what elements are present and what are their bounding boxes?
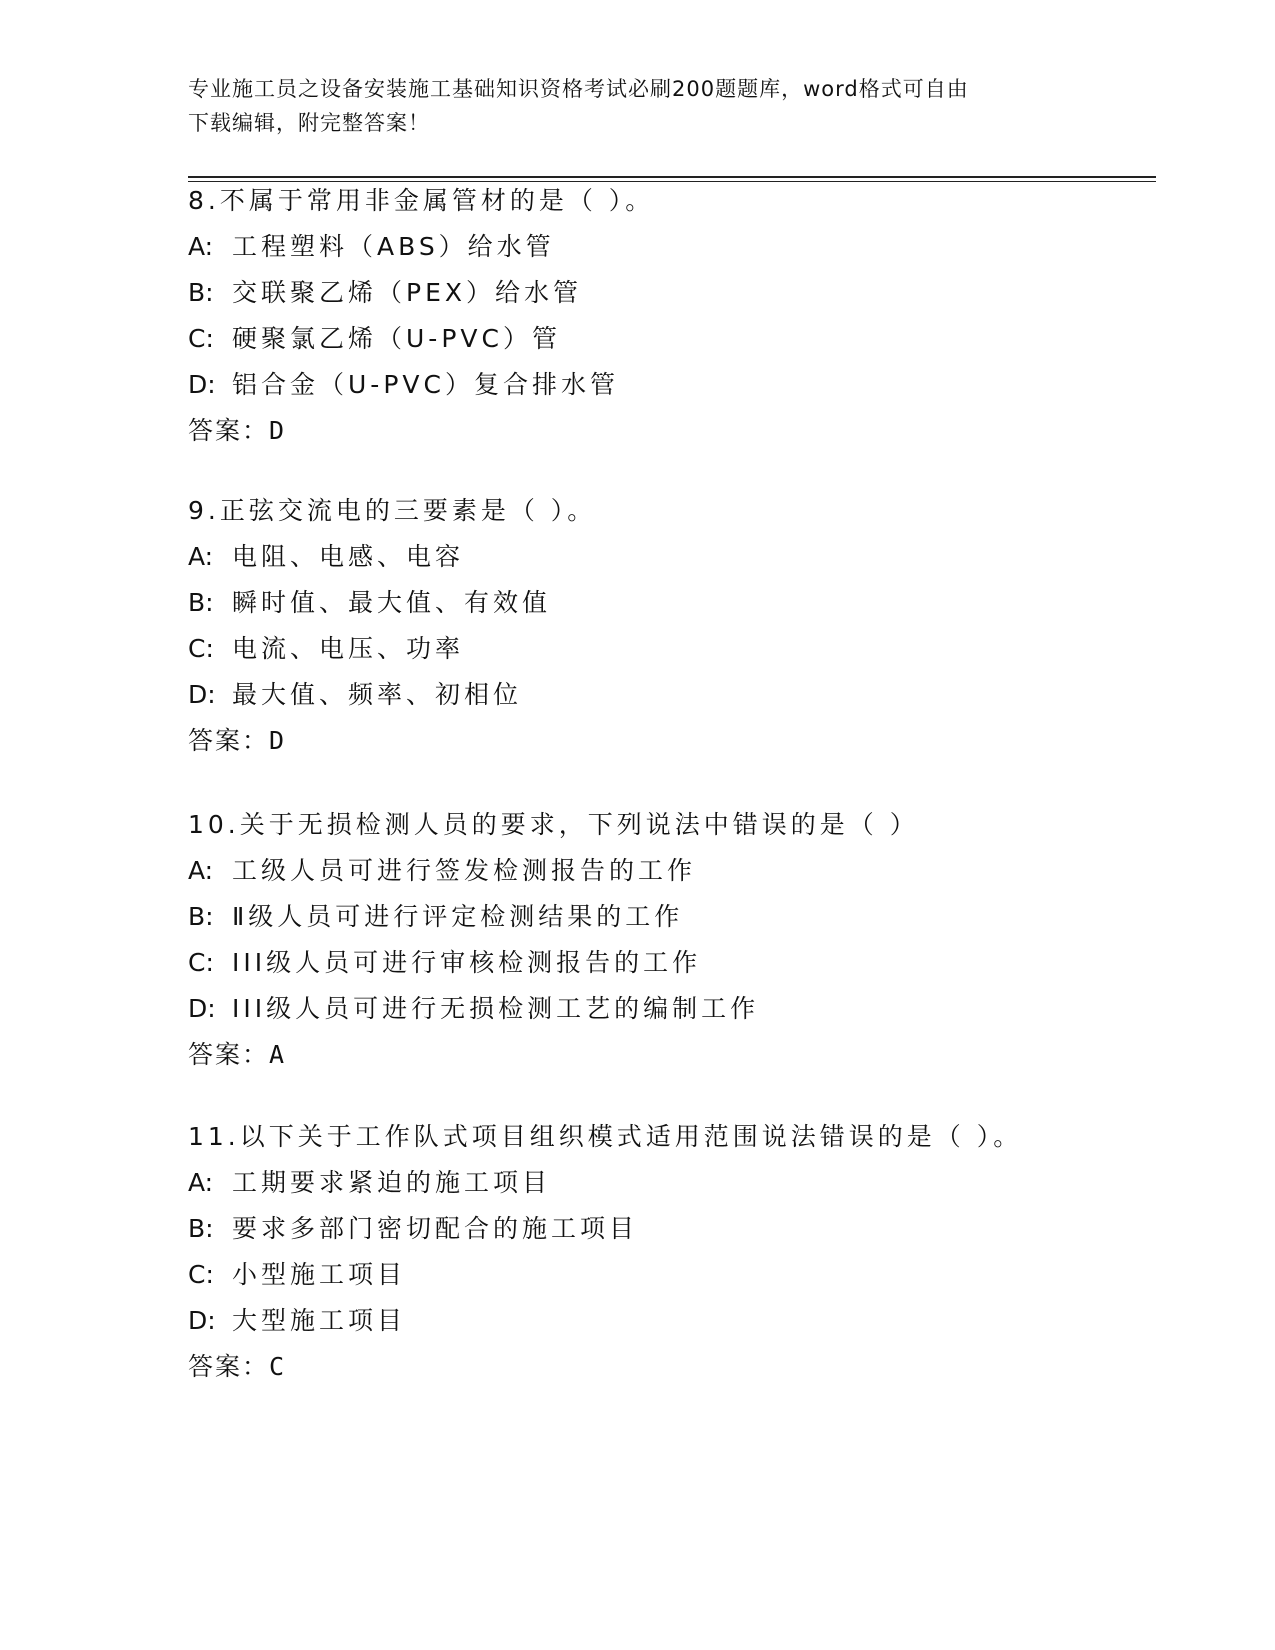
option-a xyxy=(188,534,1148,580)
option-a xyxy=(188,224,1148,270)
answer-label: 答案： xyxy=(188,1352,270,1381)
option-letter: D: xyxy=(188,1306,216,1335)
option-text: 电流、电压、功率 xyxy=(232,634,465,663)
option-text: 铝合金（U-PVC）复合排水管 xyxy=(232,370,619,399)
option-letter: D: xyxy=(188,370,216,399)
option-d xyxy=(188,362,1148,408)
option-letter: B: xyxy=(188,902,214,931)
option-text: 工级人员可进行签发检测报告的工作 xyxy=(232,856,697,885)
answer-label: 答案： xyxy=(188,1040,270,1069)
option-text: 瞬时值、最大值、有效值 xyxy=(232,588,552,617)
question-stem: 10.关于无损检测人员的要求，下列说法中错误的是（ ） xyxy=(188,810,919,839)
answer-value: D xyxy=(269,726,287,755)
answer-line xyxy=(188,718,1148,764)
question-block xyxy=(188,488,1148,764)
option-text: 硬聚氯乙烯（U-PVC）管 xyxy=(232,324,561,353)
answer-value: C xyxy=(269,1352,287,1381)
answer-value: A xyxy=(269,1040,287,1069)
option-c xyxy=(188,1252,1148,1298)
option-a xyxy=(188,848,1148,894)
option-b xyxy=(188,1206,1148,1252)
option-d xyxy=(188,672,1148,718)
answer-label: 答案： xyxy=(188,726,270,755)
option-letter: B: xyxy=(188,588,214,617)
question-block xyxy=(188,802,1148,1078)
option-letter: D: xyxy=(188,994,216,1023)
question-block xyxy=(188,178,1148,454)
question-stem: 11.以下关于工作队式项目组织模式适用范围说法错误的是（ ）。 xyxy=(188,1122,1023,1151)
header-line-1: 专业施工员之设备安装施工基础知识资格考试必刷200题题库，word格式可自由 xyxy=(188,77,969,101)
option-letter: A: xyxy=(188,856,214,885)
option-letter: B: xyxy=(188,1214,214,1243)
option-text: III级人员可进行审核检测报告的工作 xyxy=(232,948,702,977)
option-b xyxy=(188,894,1148,940)
answer-line xyxy=(188,1032,1148,1078)
header-line-2: 下载编辑，附完整答案！ xyxy=(188,111,430,135)
option-d xyxy=(188,1298,1148,1344)
question-block xyxy=(188,1114,1148,1390)
option-letter: A: xyxy=(188,232,214,261)
option-text: 要求多部门密切配合的施工项目 xyxy=(232,1214,639,1243)
option-text: 电阻、电感、电容 xyxy=(232,542,465,571)
option-b xyxy=(188,270,1148,316)
option-letter: C: xyxy=(188,634,214,663)
document-header xyxy=(188,72,1088,140)
answer-value: D xyxy=(269,416,287,445)
option-b xyxy=(188,580,1148,626)
option-c xyxy=(188,316,1148,362)
option-d xyxy=(188,986,1148,1032)
option-letter: A: xyxy=(188,1168,214,1197)
option-text: 工程塑料（ABS）给水管 xyxy=(232,232,555,261)
option-letter: C: xyxy=(188,948,214,977)
answer-line xyxy=(188,408,1148,454)
option-c xyxy=(188,626,1148,672)
option-letter: D: xyxy=(188,680,216,709)
option-c xyxy=(188,940,1148,986)
option-text: 工期要求紧迫的施工项目 xyxy=(232,1168,552,1197)
option-text: 大型施工项目 xyxy=(232,1306,407,1335)
option-letter: C: xyxy=(188,324,214,353)
option-text: 小型施工项目 xyxy=(232,1260,407,1289)
question-stem: 9.正弦交流电的三要素是（ ）。 xyxy=(188,496,597,525)
option-letter: A: xyxy=(188,542,214,571)
option-text: III级人员可进行无损检测工艺的编制工作 xyxy=(232,994,760,1023)
option-a xyxy=(188,1160,1148,1206)
question-stem: 8.不属于常用非金属管材的是（ ）。 xyxy=(188,186,655,215)
option-letter: C: xyxy=(188,1260,214,1289)
option-text: 交联聚乙烯（PEX）给水管 xyxy=(232,278,582,307)
option-letter: B: xyxy=(188,278,214,307)
option-text: 最大值、频率、初相位 xyxy=(232,680,523,709)
option-text: Ⅱ级人员可进行评定检测结果的工作 xyxy=(232,902,684,931)
answer-label: 答案： xyxy=(188,416,270,445)
answer-line xyxy=(188,1344,1148,1390)
